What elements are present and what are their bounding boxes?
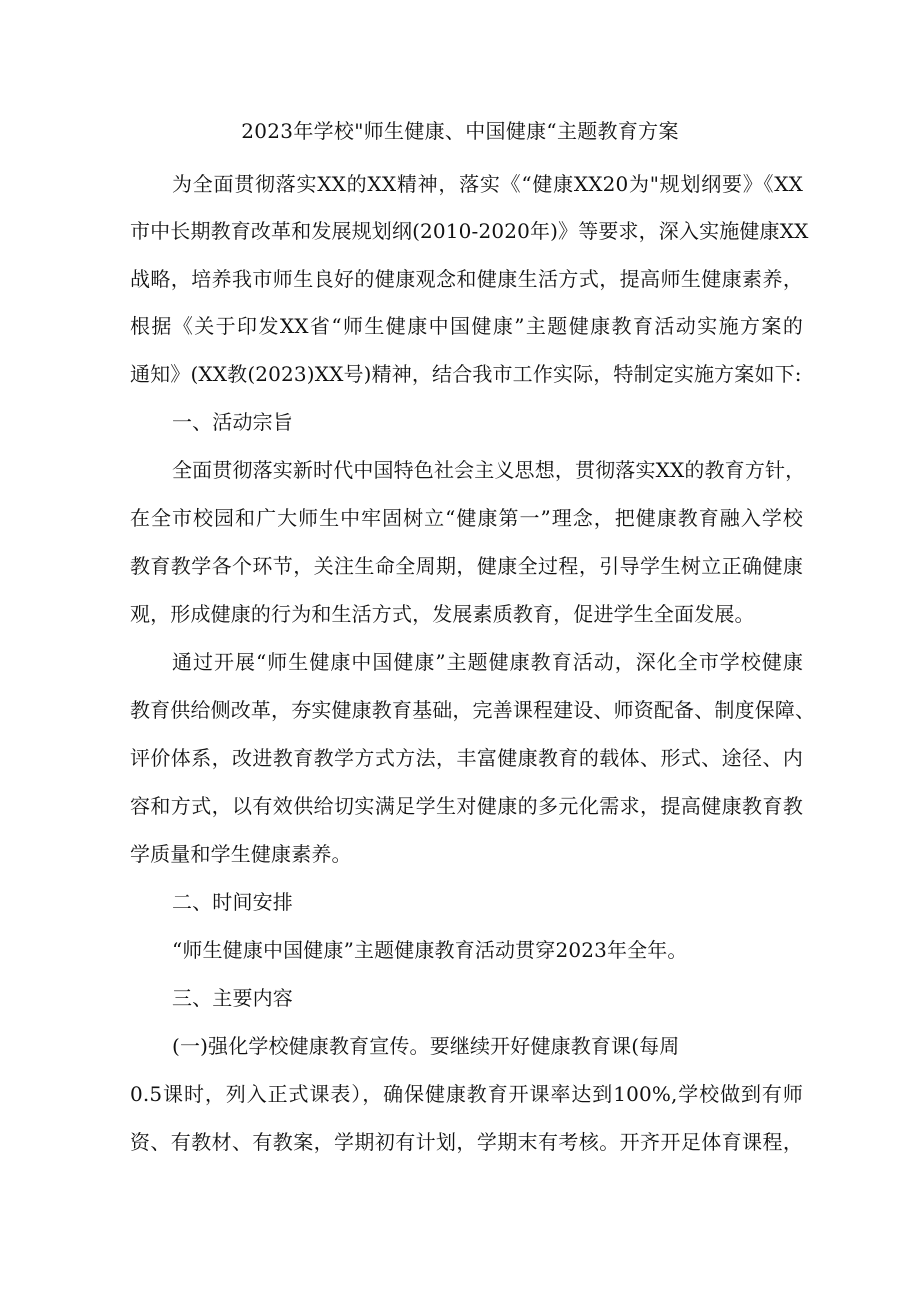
paragraph-line: 观，形成健康的行为和生活方式，发展素质教育，促进学生全面发展。 [130,602,755,626]
paragraph-line: 学质量和学生健康素养。 [130,842,352,866]
paragraph-line: 通过开展“师生健康中国健康”主题健康教育活动，深化全市学校健康 [172,650,803,674]
paragraph-line: 0.5课时，列入正式课表），确保健康教育开课率达到100%,学校做到有师 [130,1082,803,1106]
section-heading: 三、主要内容 [172,986,293,1010]
section-heading: 二、时间安排 [172,890,293,914]
paragraph-line: 评价体系，改进教育教学方式方法，丰富健康教育的载体、形式、途径、内 [130,746,803,770]
paragraph-line: 市中长期教育改革和发展规划纲(2010-2020年)》等要求，深入实施健康XX [130,219,809,243]
paragraph-line: “师生健康中国健康”主题健康教育活动贯穿2023年全年。 [172,938,688,962]
paragraph-line: (一)强化学校健康教育宣传。要继续开好健康教育课(每周 [172,1034,680,1058]
paragraph-line: 资、有教材、有教案，学期初有计划，学期末有考核。开齐开足体育课程， [130,1130,803,1154]
paragraph-line: 战略，培养我市师生良好的健康观念和健康生活方式，提高师生健康素养， [130,267,803,291]
paragraph-line: 为全面贯彻落实XX的XX精神，落实《“健康XX20为"规划纲要》《XX [172,172,803,196]
paragraph-line: 全面贯彻落实新时代中国特色社会主义思想，贯彻落实XX的教育方针， [172,458,806,482]
document-title: 2023年学校"师生健康、中国健康“主题教育方案 [241,119,679,143]
paragraph-line: 在全市校园和广大师生中牢固树立“健康第一”理念，把健康教育融入学校 [130,506,803,530]
paragraph-line: 通知》(XX教(2023)XX号)精神，结合我市工作实际，特制定实施方案如下: [130,362,802,386]
paragraph-line: 根据《关于印发XX省“师生健康中国健康”主题健康教育活动实施方案的 [130,314,803,338]
section-heading: 一、活动宗旨 [172,410,293,434]
paragraph-line: 教育教学各个环节，关注生命全周期，健康全过程，引导学生树立正确健康 [130,554,803,578]
paragraph-line: 容和方式，以有效供给切实满足学生对健康的多元化需求，提高健康教育教 [130,794,803,818]
paragraph-line: 教育供给侧改革，夯实健康教育基础，完善课程建设、师资配备、制度保障、 [130,698,816,722]
